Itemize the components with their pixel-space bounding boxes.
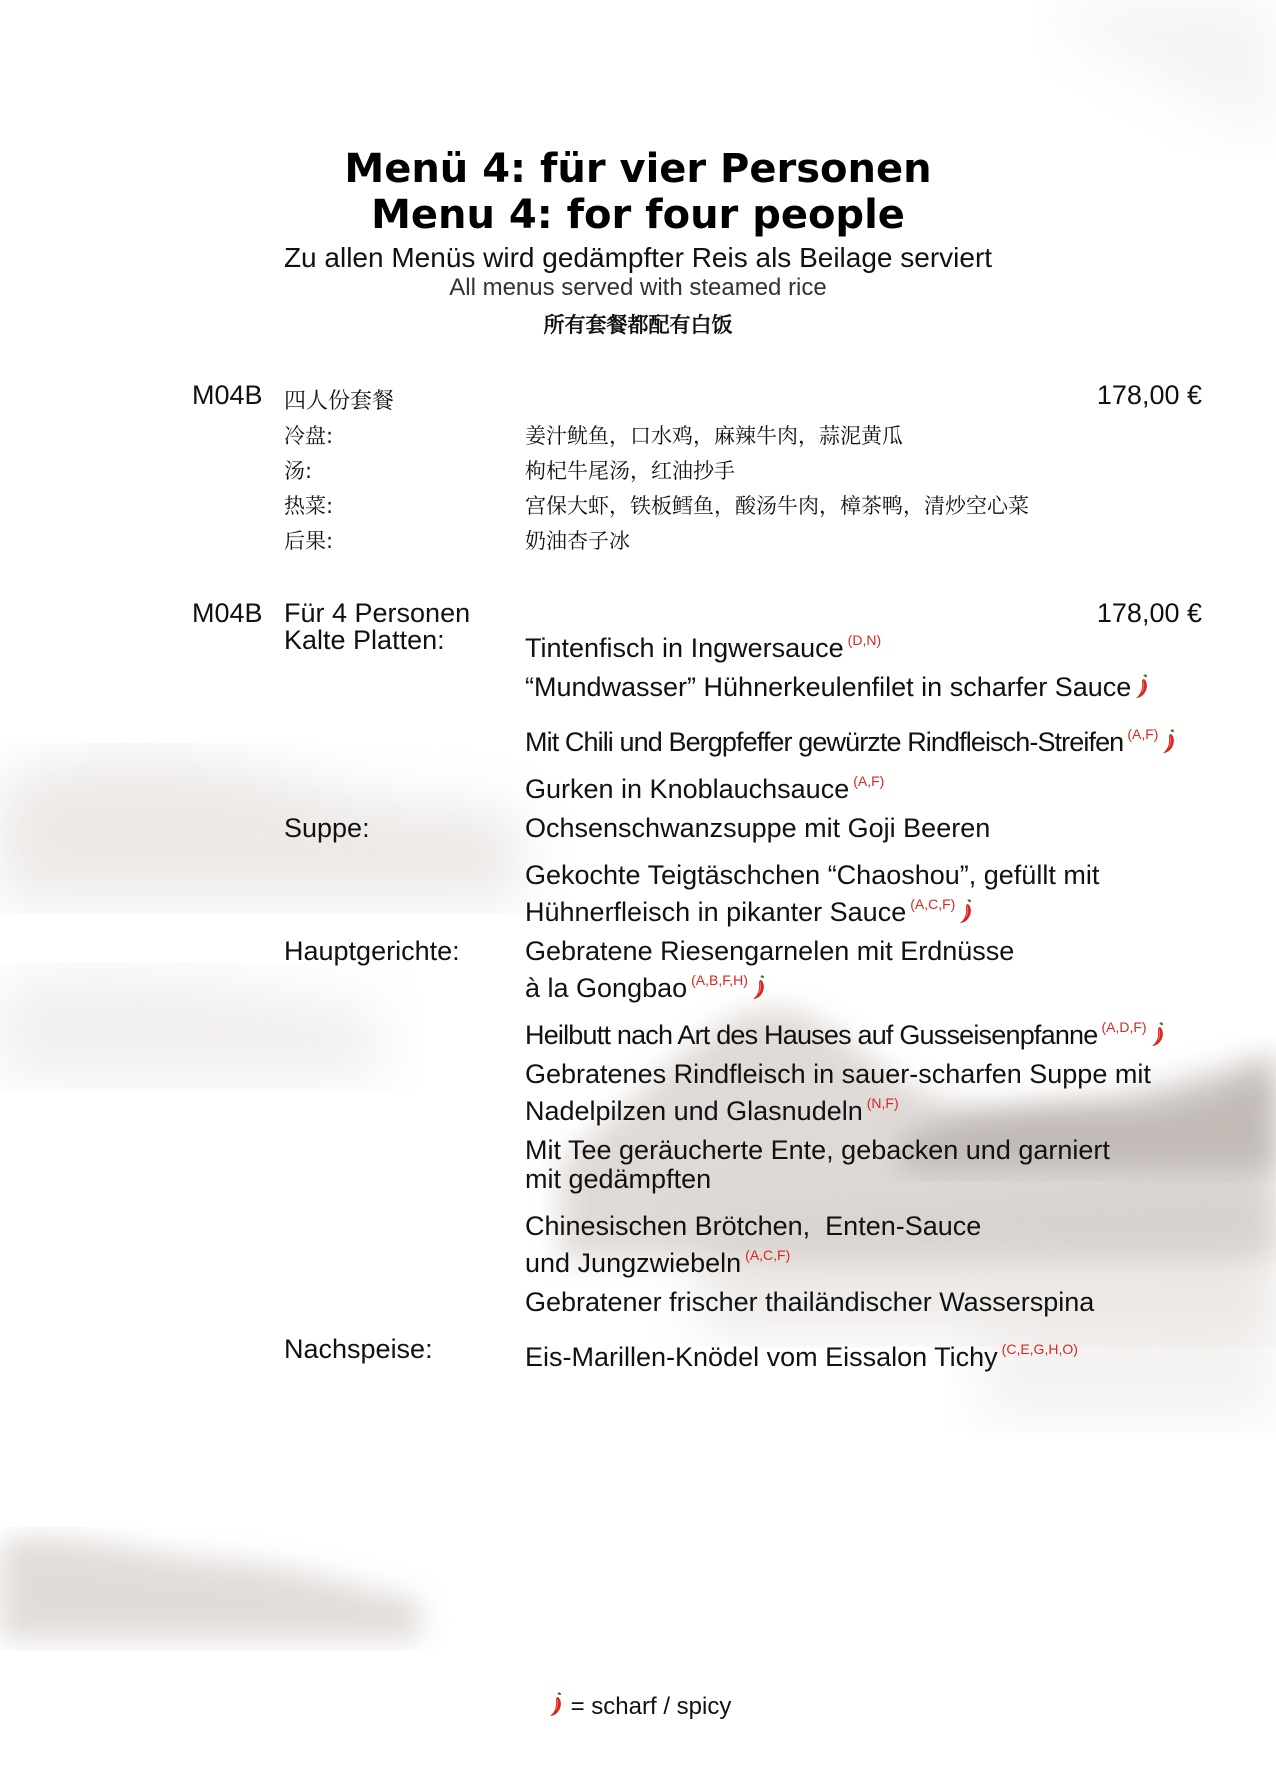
allergen-codes: (A,C,F) <box>910 896 956 912</box>
menu-section-german <box>192 598 1202 1378</box>
course-category: 后果: <box>284 529 334 553</box>
chili-icon <box>1162 729 1178 755</box>
chili-icon <box>1135 674 1151 700</box>
menu-code: M04B <box>192 380 263 410</box>
subtitle-chinese: 所有套餐都配有白饭 <box>543 313 733 337</box>
dish-text: Tintenfisch in Ingwersauce <box>525 633 844 663</box>
course-row <box>284 420 1184 455</box>
course-row <box>284 525 1184 560</box>
course-category: Nachspeise: <box>284 1334 433 1364</box>
course-items: 枸杞牛尾汤，红油抄手 <box>525 459 735 483</box>
chili-icon <box>549 1692 565 1718</box>
chili-icon <box>1151 1022 1167 1048</box>
dish-name <box>525 673 1225 702</box>
dish-name <box>525 1136 1225 1194</box>
title-german: Menü 4: für vier Personen <box>344 146 932 192</box>
course-list-chinese <box>284 420 1184 560</box>
allergen-codes: (C,E,G,H,O) <box>1001 1341 1078 1357</box>
subtitle-english: All menus served with steamed rice <box>449 274 827 301</box>
dish-name <box>525 814 1225 843</box>
dish-text: “Mundwasser” Hühnerkeulenfilet in scharfer Sauce <box>525 672 1132 702</box>
chili-icon <box>752 975 768 1001</box>
menu-price: 178,00 € <box>1096 380 1202 410</box>
dish-text: Ochsenschwanzsuppe mit Goji Beeren <box>525 813 991 843</box>
allergen-codes: (D,N) <box>847 632 882 648</box>
dish-text: Mit Chili und Bergpfeffer gewürzte Rindfleisch-Streifen <box>525 727 1124 757</box>
dish-text: Nadelpilzen und Glasnudeln <box>525 1096 863 1126</box>
course-items: 姜汁鱿鱼，口水鸡，麻辣牛肉，蒜泥黄瓜 <box>525 424 903 448</box>
dish-name <box>525 767 1225 804</box>
course-category: Hauptgerichte: <box>284 936 460 966</box>
dish-text: und Jungzwiebeln <box>525 1248 742 1278</box>
course-category: 汤: <box>284 459 313 483</box>
menu-section-chinese <box>192 380 1202 560</box>
dish-text: Eis-Marillen-Knödel vom Eissalon Tichy <box>525 1342 998 1372</box>
dish-name <box>525 720 1225 757</box>
dish-name <box>525 1013 1225 1050</box>
dish-name <box>525 1288 1225 1317</box>
dish-text: Gurken in Knoblauchsauce <box>525 774 850 804</box>
course-items: 宫保大虾，铁板鳕鱼，酸汤牛肉，樟茶鸭，清炒空心菜 <box>525 494 1029 518</box>
menu-code: M04B <box>192 598 263 628</box>
menu-name: Für 4 Personen <box>284 598 471 628</box>
dish-text: Heilbutt nach Art des Hauses auf Gusseisenpfanne <box>525 1020 1098 1050</box>
course-category: Kalte Platten: <box>284 625 445 655</box>
course-items: 奶油杏子冰 <box>525 529 630 553</box>
course-row <box>284 490 1184 525</box>
dish-text: Hühnerfleisch in pikanter Sauce <box>525 897 907 927</box>
menu-price: 178,00 € <box>1096 598 1202 628</box>
spicy-legend <box>0 1692 1276 1721</box>
dish-name <box>525 1212 1225 1278</box>
menu-header <box>0 146 1276 340</box>
menu-name: 四人份套餐 <box>284 389 395 414</box>
dish-name <box>525 1335 1225 1372</box>
subtitle-german: Zu allen Menüs wird gedämpfter Reis als Beilage serviert <box>283 242 993 273</box>
dish-text: Gebratene Riesengarnelen mit Erdnüsse <box>525 936 1015 966</box>
title-english: Menu 4: for four people <box>371 192 905 238</box>
dish-text: à la Gongbao <box>525 973 688 1003</box>
dish-text: mit gedämpften <box>525 1164 712 1194</box>
chili-icon <box>959 899 975 925</box>
allergen-codes: (A,F) <box>1127 726 1159 742</box>
dish-name <box>525 1060 1225 1126</box>
allergen-codes: (A,F) <box>853 773 885 789</box>
dish-name <box>525 861 1225 927</box>
course-category: 热菜: <box>284 494 334 518</box>
dish-text: Gebratenes Rindfleisch in sauer-scharfen Suppe mit <box>525 1059 1151 1089</box>
allergen-codes: (A,D,F) <box>1101 1019 1147 1035</box>
course-row <box>284 455 1184 490</box>
dish-name <box>525 937 1225 1003</box>
allergen-codes: (A,C,F) <box>745 1247 791 1263</box>
dish-text: Mit Tee geräucherte Ente, gebacken und garniert <box>525 1135 1110 1165</box>
course-category: Suppe: <box>284 813 370 843</box>
dish-text: Chinesischen Brötchen, Enten-Sauce <box>525 1211 982 1241</box>
legend-text: = scharf / spicy <box>570 1693 732 1720</box>
dish-name <box>525 626 1225 663</box>
course-category: 冷盘: <box>284 424 334 448</box>
dish-text: Gekochte Teigtäschchen “Chaoshou”, gefüllt mit <box>525 860 1100 890</box>
allergen-codes: (N,F) <box>866 1095 899 1111</box>
allergen-codes: (A,B,F,H) <box>691 972 748 988</box>
dish-text: Gebratener frischer thailändischer Wasserspina <box>525 1287 1095 1317</box>
